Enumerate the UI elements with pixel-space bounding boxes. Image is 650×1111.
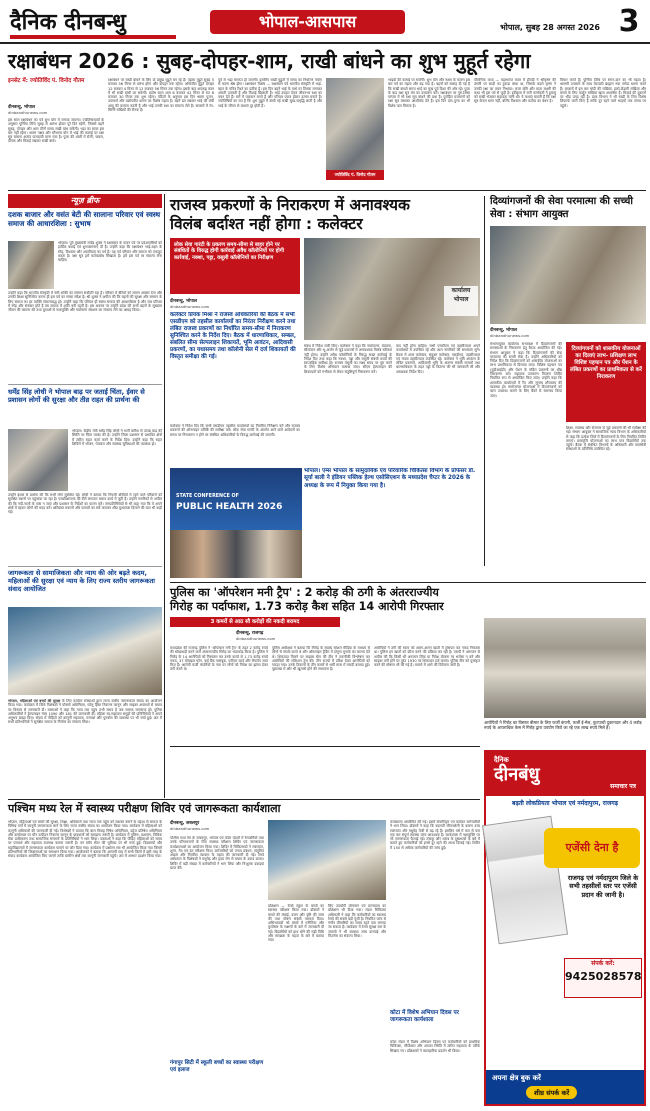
police-sub (170, 617, 340, 627)
railway-body-1: पश्चिम मध्य रेल के जबलपुर, भोपाल एवं कोटा मंडलों में रेलकर्मियों तथा उनके परिवारजनों के लिए स्वास्थ्य परीक्षण शिविर एवं जागरूकता कार्यशालाओं का आयोजन किया गया। शिविर में चिकित्सकों ने रक्तचाप, शुगर, नेत्र एवं दंत परीक्षण किए। कर्मचारियों को तनाव प्रबंधन, संतुलित आहार और नियमित व्यायाम के महत्व की जानकारी दी गई। रेलवे अस्पताल के विशेषज्ञों ने मधुमेह और हृदय रोग से बचाव के उपाय बताए। शिविर में बड़ी संख्या में कर्मचारियों ने भाग लिया और निःशुल्क दवाइयां प्राप्त कीं। (170, 836, 264, 871)
ad-cta: एजेंसी देना है (565, 841, 619, 854)
left-story-3-continued: भोपाल, महिलाओं एवं बच्चों की सुरक्षा, शिक्षा, अधिकारों तथा न्याय तक पहुंच को सशक्त बनाने के उद्देश्य से समाज के विभिन्न वर्गों में कानूनी जागरूकता लाने के लिए राज्य स्तरीय संवाद का आयोजन किया गया। कार्यक्रम में महिलाओं को कानूनी अधिकारों की जानकारी दी गई। विशेषज्ञों ने बताया कि बाल विवाह निषेध अधिनियम, दहेज प्रतिषेध अधिनियम और कार्यस्थल पर यौन उत्पीड़न निवारण कानून के प्रावधानों को समझना जरूरी है। कार्यक्रम में पुलिस, प्रशासन, विधिक सेवा प्राधिकरण तथा सामाजिक संगठनों के प्रतिनिधियों ने भाग लिया। वक्ताओं ने कहा कि पीड़ित महिलाओं को समय पर परामर्श और सहायता उपलब्ध कराना जरूरी है। वन स्टॉप सेंटर की भूमिका पर भी चर्चा हुई। विद्यालयों और महाविद्यालयों में जागरूकता कार्यक्रम चलाने पर जोर दिया गया। कार्यक्रम में प्रश्नोत्तर सत्र भी आयोजित किया गया जिसमें प्रतिभागियों की जिज्ञासाओं का समाधान किया गया। आयोजकों ने बताया कि आगामी माह में सभी जिलों में इसी तरह के संवाद कार्यक्रम आयोजित किए जाएंगे ताकि ग्रामीण क्षेत्रों तक कानूनी जानकारी पहुंचे। अंत में आभार प्रदर्शन किया गया। (8, 820, 162, 859)
ad-brand: दीनबंधु (494, 764, 540, 785)
banner-big-text: PUBLIC HEALTH 2026 (176, 502, 283, 512)
police-body-3: आरोपियों ने ठगी की रकम को अलग-अलग खातों में ट्रांसफर कर नकद निकाला था। पुलिस इन खातों को फ्रीज करने की प्रक्रिया कर रही है। एसपी ने आमजन से अपील की कि किसी भी अनजान लिंक या निवेश योजना पर भरोसा न करें और साइबर ठगी होने पर तुरंत 1930 पर शिकायत दर्ज कराएं। पुलिस टीम को पुरस्कृत करने की घोषणा भी की गई है। मामले में आगे की विवेचना जारी है। (374, 646, 480, 668)
railway-body-4: कार्यशाला आयोजित की गई। इसमें सेवानिवृत्त एवं कार्यरत कर्मचारियों ने भाग लिया। डॉक्टरों ने कहा कि बदलती जीवनशैली के कारण उच्च रक्तचाप और मधुमेह तेजी से बढ़ रहे हैं। इसलिए वर्ष में कम से कम एक बार संपूर्ण स्वास्थ्य जांच आवश्यक है। कार्यशाला में नशामुक्ति पर भी जागरूकता फैलाई गई। तंबाकू और शराब के दुष्प्रभावों के बारे में बताते हुए कर्मचारियों को इनसे दूर रहने की शपथ दिलाई गई। शिविर में 150 से अधिक कर्मचारियों की जांच हुई। (390, 820, 480, 850)
left-story-3-headline: जागरूकता से सामाजिकता और न्याय की ओर बढ़ते कदम, महिलाओं की सुरक्षा एवं न्याय के लिए राज्य स्तरीय जागरूकता संवाद आयोजित (8, 569, 155, 593)
left-story-2-headline: धर्मेंद्र सिंह लोधी ने भोपाल बाढ़ पर जताई चिंता, ईवार से प्रशासन लोगों की सुरक्षा और तीव्र राहत की प्रार्थना की (8, 388, 145, 405)
dateline: भोपाल, सुबह 28 अगस्त 2026 (500, 23, 600, 32)
agency-advertisement (484, 750, 646, 1106)
ad-brand-block (486, 752, 644, 796)
commissioner-photo (490, 226, 646, 324)
left-story-2-body: भोपाल। केंद्रीय मंत्री धर्मेंद्र सिंह लोधी ने भारी बारिश से उत्पन्न बाढ़ की स्थिति पर चिंता व्यक्त की है। उन्होंने जिला प्रशासन से प्रभावित क्षेत्रों में त्वरित राहत कार्य करने के निर्देश दिए। उन्होंने कहा कि राहत शिविरों में भोजन, पेयजल और स्वास्थ्य सुविधाओं की व्यवस्था हो। (72, 429, 162, 446)
railway-headline: पश्चिम मध्य रेल में स्वास्थ्य परीक्षण शिविर एवं जागरूकता कार्यशाला (8, 802, 281, 815)
health-caption: भोपाल। एम्स भोपाल के सामुदायिक एवं परिवारिक चिकित्सा विभाग के प्रोफेसर डॉ. सूर्या बाली ने इंडियन पब्लिक हेल्थ एसोसिएशन के मध्यप्रदेश चैप्टर के 2026 के अध्यक्ष के रूप में नियुक्त किया गया है। (304, 468, 476, 489)
astrologer-photo (326, 78, 384, 176)
commissioner-body-2: शिक्षा, स्वास्थ्य और रोजगार से जुड़े प्रकरणों की भी समीक्षा की गई। संभाग आयुक्त ने सामाजिक न्याय विभाग के अधिकारियों से कहा कि प्रत्येक जिले में दिव्यांगजनों के लिए नियमित शिविर लगाएं। छात्रवृत्ति योजनाओं का लाभ पात्र विद्यार्थियों तक पहुंचे। बैठक में संबंधित विभागों के अधिकारी और स्वयंसेवी संस्थाओं के प्रतिनिधि उपस्थित रहे। (566, 426, 646, 452)
ad-right-text: राजगढ़ एवं नर्मदापुरम जिले के सभी तहसीलों स्तर पर एजेंसी प्रदान की जानी है। (567, 874, 639, 899)
commissioner-byline (490, 327, 646, 338)
masthead (0, 0, 650, 44)
left-story-3-body: भोपाल, महिलाओं एवं बच्चों की सुरक्षा के लिए कार्यरत संस्थाओं द्वारा राज्य स्तरीय जागरूकता संवाद का आयोजन किया गया। कार्यक्रम में विधि विशेषज्ञों ने पॉक्सो अधिनियम, घरेलू हिंसा निवारण कानून और साइबर अपराधों से बचाव पर विस्तार से जानकारी दी। वक्ताओं ने कहा कि न्याय तक पहुंच तभी संभव है जब समाज जागरूक हो। पुलिस अधिकारियों ने हेल्पलाइन नंबर 1090 और 181 की जानकारी दी। महिला स्व-सहायता समूहों की प्रतिनिधियों ने अपने अनुभव साझा किए। संवाद में पीड़ितों को कानूनी सहायता, परामर्श और पुनर्वास की व्यवस्था पर भी चर्चा हुई। अंत में सभी प्रतिभागियों ने सुरक्षित समाज के निर्माण का संकल्प लिया। (8, 699, 162, 725)
section-title: भोपाल-आसपास (258, 12, 357, 31)
railway-byline (170, 820, 270, 831)
left-story-2-body-2: उन्होंने ईश्वर से प्रार्थना की कि सभी लोग सुरक्षित रहें। लोधी ने बताया कि निचली बस्तियों में रहने वाले परिवारों को सुरक्षित स्थानों पर पहुंचाया जा रहा है। एसडीआरएफ की टीमें लगातार बचाव कार्य में जुटी हैं। उन्होंने नागरिकों से अपील की कि नदी-नालों के पास न जाएं और प्रशासन के निर्देशों का पालन करें। जनप्रतिनिधियों से भी कहा गया कि वे अपने क्षेत्रों में रहकर लोगों की मदद करें। क्षतिग्रस्त मकानों और फसलों का सर्वे कराकर शीघ्र मुआवजा दिलाने की बात भी कही गई। (8, 493, 162, 515)
railway-sub-1: कोटा में विशेष अभियान दिवस पर जागरूकता कार्यशाला (390, 1010, 459, 1023)
revenue-headline-1: राजस्व प्रकरणों के निराकरण में अनावश्यक (170, 196, 410, 214)
police-headline-1: पुलिस का 'ऑपरेशन मनी ट्रैप' : 2 करोड़ की ठगी के अंतरराज्यीय (170, 586, 439, 599)
commissioner-box-text: दिव्यांगजनों को शासकीय योजनाओं का दिलाएं लाभ- प्रशिक्षण लाभ विशिष्ट पहचान पत्र और पेंशन के लंबित प्रकरणों का प्राथमिकता से करें निराकरण (570, 346, 642, 380)
left-col-divider (164, 194, 165, 798)
byline-text: दीनबन्धु, भोपाल (8, 105, 36, 110)
railway-sub-2: गंगापुर सिटी में स्कूली बच्चों का स्वास्थ्य परीक्षण एवं इलाज (170, 1060, 264, 1073)
right-divider (484, 196, 485, 566)
left-story-2 (8, 384, 162, 564)
railway-body-5: कोटा मंडल में विशेष अभियान दिवस पर कर्मचारियों को प्राथमिक चिकित्सा, सीपीआर और आपात स्थिति में त्वरित सहायता के तरीके सिखाए गए। प्रशिक्षकों ने व्यावहारिक प्रदर्शन भी किया। (390, 1040, 480, 1053)
divider (8, 190, 646, 191)
railway-photo (268, 820, 386, 900)
revenue-byline-site: dinbandhunews.com (170, 304, 210, 309)
ad-bottom-label: अपना क्षेत्र बुक करें (492, 1074, 541, 1082)
revenue-headline (170, 196, 480, 234)
revenue-byline (170, 298, 300, 309)
commissioner-body-1: संभागायुक्त कार्यालय सभाकक्ष में दिव्यांगजनों की समस्याओं के निराकरण हेतु बैठक आयोजित की गई। संभाग आयुक्त ने कहा कि दिव्यांगजनों की सेवा परमात्मा की सच्ची सेवा है। उन्होंने अधिकारियों को निर्देश दिए कि दिव्यांगजनों को शासकीय योजनाओं का लाभ प्राथमिकता से दिलाया जाए। विशिष्ट पहचान पत्र (यूडीआईडी) और पेंशन के लंबित प्रकरणों का शीघ्र निराकरण करें। सहायक उपकरण वितरण शिविर नियमित रूप से आयोजित किए जाएं। उन्होंने कहा कि शासकीय कार्यालयों में रैंप और सुगम्य शौचालय की व्यवस्था हो। स्वरोजगार योजनाओं में दिव्यांगजनों को ऋण उपलब्ध कराने के लिए बैंकों से समन्वय किया जाए। (490, 342, 562, 398)
section-banner (210, 10, 405, 34)
commissioner-byline-site: dinbandhunews.com (490, 333, 530, 338)
left-story-3-photo (8, 607, 162, 695)
office-sign: कार्यालय भोपाल (451, 287, 471, 303)
astrologer-name: ज्योतिर्विद पं. विनोद गौतम (334, 172, 376, 177)
revenue-box-text: लोक सेवा गारंटी के प्रकरण समय-सीमा से बाहर होने पर संबंधितों के विरुद्ध होगी कार्रवाई अवैध कॉलोनियों पर होगी कार्रवाई, नक्शा, पट्टा, वसूली कॉलोनियों का निरीक्षण (174, 242, 285, 261)
lead-col-5: पौराणिक कथा — महाभारत काल में द्रौपदी ने श्रीकृष्ण की उंगली पर साड़ी का टुकड़ा बांधा था, जिसके बदले कृष्ण ने उनकी रक्षा का वचन निभाया। राजा बलि और माता लक्ष्मी की कथा भी इस पर्व से जुड़ी है। इतिहास में रानी कर्णावती ने हुमायूं को राखी भेजकर सहायता मांगी थी। ये कथाएं बताती हैं कि रक्षा सूत्र केवल धागा नहीं, बल्कि विश्वास और कर्तव्य का बंधन है। (474, 78, 556, 104)
left-story-1-body: भोपाल। पूर्व मुख्यमंत्री राजेंद्र शुक्ल ने रक्षाबंधन के पावन पर्व पर प्रदेशवासियों को हार्दिक बधाई एवं शुभकामनाएं दी हैं। उन्होंने कहा कि रक्षाबंधन भाई-बहन के स्नेह, विश्वास और आत्मीयता का पर्व है। यह पर्व परिवार और समाज को एकजुट करता है। रक्षा सूत्र हमें कर्तव्यबोध सिखाता है। हमें इस पर्व पर संकल्प लेना चाहिए। (58, 241, 162, 263)
lead-kicker: इनसेट में: ज्योतिर्विद पं. विनोद गौतम (8, 78, 85, 84)
lead-headline: रक्षाबंधन 2026 : सुबह-दोपहर-शाम, राखी बांधने का शुभ मुहूर्त रहेगा (8, 49, 531, 73)
revenue-headline-2: विलंब बर्दाश्त नहीं होगा : कलेक्टर (170, 215, 363, 233)
lead-col-1: इस साल रक्षाबंधन का पर्व शुभ योग में मनाया जाएगा। ज्योतिषाचार्यों के अनुसार पूर्णिमा तिथि सुबह से आरंभ होकर पूरे दिन रहेगी, जिससे बहनें सुबह, दोपहर और शाम तीनों समय राखी बांध सकेंगी। भद्रा का साया इस बार नहीं रहेगा। श्रवण नक्षत्र और सौभाग्य योग में भाई की कलाई पर रक्षा सूत्र बांधना अत्यंत फलदायी माना गया है। पूजा की थाली में रोली, चावल, दीपक और मिठाई रखकर राखी बांधें। (8, 118, 104, 144)
ad-bottom-bar (486, 1070, 644, 1104)
lead-col-6: विचार करते हैं। पूर्णिमा तिथि पर स्नान-दान का भी महत्व है। श्रावणी उपाकर्म के साथ वेदपाठी ब्राह्मण नया जनेऊ धारण करते हैं। बाजारों में इस बार चांदी की राखियां, इको-फ्रेंडली राखियां और बच्चों के लिए कार्टून राखियां खास आकर्षण हैं। मिठाई की दुकानों पर भीड़ उमड़ रही है। डाक विभाग ने भी राखी के लिए विशेष लिफाफे जारी किए हैं ताकि दूर रहने वाले भाइयों तक समय पर पहुंचे। (560, 78, 646, 108)
lead-byline (8, 104, 104, 115)
left-story-1-photo (8, 241, 54, 289)
left-story-1-body-2: उन्होंने कहा कि भारतीय संस्कृति में नारी शक्ति का सम्मान सर्वोपरि रहा है। परिवार में बेटियों को समान अवसर देना और उनकी शिक्षा सुनिश्चित करना ही इस पर्व का सच्चा संदेश है। श्री शुक्ल ने अपील की कि बहनों की सुरक्षा और सम्मान के लिए समाज का हर व्यक्ति संकल्पबद्ध हो। उन्होंने कहा कि परिवार ही स्वस्थ समाज की आधारशिला है और जब परिवार में स्नेह और संस्कार होते हैं तब समाज में शांति बनी रहती है। इस अवसर पर उन्होंने प्रदेश की सभी बहनों के सुखमय जीवन की कामना की तथा युवाओं से नशामुक्ति और पर्यावरण संरक्षण का संकल्प लेने का आग्रह किया। (8, 291, 162, 313)
commissioner-box (566, 342, 646, 422)
commissioner-byline-text: दीनबन्धु, भोपाल (490, 328, 518, 333)
divider (8, 799, 480, 800)
health-conference-photo (170, 468, 302, 578)
ad-contact-block (564, 958, 642, 998)
left-story-1-headline: दशक बाजार और वसंत बेटी की सालाना परिवार एवं स्वस्थ समाज की आधारशिला : सुभाष (8, 210, 161, 228)
lead-col-4: भाइयों की कलाई पर सजेंगी। शुभ योग और नक्षत्र के कारण इस बार पर्व का महत्व और बढ़ गया है। बहनों को सलाह दी गई है कि राखी बांधते समय भाई का मुख पूर्व दिशा की ओर रहे। पूजा के बाद रक्षा सूत्र मंत्र का उच्चारण करें। रक्षाबंधन पर गुरु-शिष्य परंपरा में भी रक्षा सूत्र बांधने की प्रथा है। पुरोहित यजमानों को रक्षा सूत्र बांधकर आशीर्वाद देते हैं। इस दिन दान-पुण्य का भी विशेष फल मिलता है। (388, 78, 470, 108)
people-group (170, 530, 302, 578)
brand-logo (10, 9, 176, 39)
revenue-blue-lead: कलेक्टर प्रियंक मिश्रा ने राजस्व अधिकारियों की बैठक में सभी एसडीएम को तहसील कार्यालयों का निरंतर निरीक्षण करने तथा लंबित राजस्व प्रकरणों का निर्धारित समय-सीमा में निराकरण सुनिश्चित करने के निर्देश दिए। बैठक में धारणाधिकार, सम्बल, संबलित सीमा सेल्पलाइन शिकायतें, भूमि आवंटन, आदिवासी प्रकरणों, का यथासमय तथा कॉलोनी सेल में दर्ज शिकायतों की विस्तृत समीक्षा की गई। (170, 312, 296, 360)
revenue-lead-body: कलेक्टर ने निर्देश दिए कि सभी एसडीएम तहसील कार्यालयों का नियमित निरीक्षण करें और राजस्व प्रकरणों की ऑनलाइन प्रविष्टि की समीक्षा करें। लोक सेवा गारंटी के अंतर्गत आने वाले आवेदनों का समय पर निराकरण न होने पर संबंधित अधिकारियों के विरुद्ध कार्रवाई की जाएगी। (170, 424, 300, 437)
ad-brand-small: दैनिक (494, 756, 509, 764)
brand-name: दैनिक दीनबन्धु (10, 9, 126, 35)
police-headline (170, 586, 646, 614)
news-short-title: न्यूज़ ब्रीफ (70, 196, 100, 205)
ad-cta-burst (544, 828, 640, 868)
railway-body-2: प्रशिक्षण — रेलवे स्कूल के बच्चों का स्वास्थ्य परीक्षण किया गया। डॉक्टरों ने बच्चों की लंबाई, वजन और दृष्टि की जांच की तथा पोषण संबंधी परामर्श दिया। अभिभावकों को बच्चों में एनीमिया और कुपोषण के लक्षणों के बारे में जानकारी दी गई। विद्यार्थियों को हाथ धोने की सही विधि और स्वच्छता के महत्व के बारे में बताया गया। (268, 904, 324, 943)
office-label (444, 286, 478, 316)
lead-story (8, 78, 646, 188)
ad-tag: समाचार पत्र (610, 783, 636, 790)
police-byline-site: dinbandhunews.com (236, 636, 276, 641)
ad-contact-label: संपर्क करें: (591, 960, 615, 967)
revenue-byline-text: दीनबन्धु, भोपाल (170, 299, 198, 304)
lead-col-2: रक्षाबंधन पर राखी बांधने के लिए दो प्रमुख मुहूर्त बन रहे हैं। पहला मुहूर्त सुबह 5 बजकर 56 मिनट से प्रारंभ होगा और दोपहर तक रहेगा। अभिजीत मुहूर्त दोपहर 12 बजकर 4 मिनट से 12 बजकर 56 मिनट तक रहेगा। इसके बाद अपराह्न काल में भी राखी बांधी जा सकेगी। प्रदोष काल शाम 6 बजकर 42 मिनट से रात 8 बजकर 30 मिनट तक शुभ रहेगा। पंडितों के अनुसार इस दिन श्रवण पूजन, उपाकर्म और यज्ञोपवीत धारण का विशेष महत्व है। बहनें व्रत रखकर भाई की लंबी आयु की कामना करती हैं और भाई उनकी रक्षा का संकल्प लेते हैं। बाजारों में रंग-बिरंगी राखियों की रौनक है। (108, 78, 214, 113)
left-story-3 (8, 566, 162, 798)
commissioner-headline: दिव्यांगजनों की सेवा परमात्मा की सच्ची सेवा : संभाग आयुक्त (490, 196, 633, 220)
railway-byline-site: dinbandhunews.com (170, 826, 210, 831)
revenue-box (170, 238, 300, 294)
railway-body-3: लिए उपयोगी योगासन एवं प्राणायाम का प्रशिक्षण भी दिया गया। मंडल चिकित्सा अधिकारी ने कहा कि कर्मचारियों का स्वास्थ्य रेलवे की सबसे बड़ी पूंजी है। नियमित जांच से गंभीर बीमारियों का समय रहते पता लगाया जा सकता है। कार्यक्रम में रेलवे सुरक्षा बल के जवानों ने भी स्वास्थ्य जांच करवाई और फिटनेस का संकल्प लिया। (328, 904, 386, 939)
ad-bottom-chip: शीघ्र संपर्क करें (526, 1086, 577, 1099)
police-byline (236, 630, 356, 641)
left-story-2-photo (8, 429, 68, 491)
police-photo-caption: आरोपियों ने गिरोह का विस्तार बीमार के लिए फर्जी कंपनी, फर्जी ई-मेल, फुटपाथी दुकानदार और 4 करोड़ रुपये के आपराधिक केस में गिरोह द्वारा उपयोग किये जा रहे एक लाख रुपये मिले हैं। (484, 720, 642, 731)
police-headline-2: गिरोह का पर्दाफाश, 1.73 करोड़ कैश सहित 14 आरोपी गिरफ्तार (170, 600, 444, 613)
police-byline-text: दीनबन्धु, राजगढ़ (236, 631, 264, 636)
news-short-label (8, 194, 162, 208)
left-story-3-byline: भोपाल, महिलाओं एवं बच्चों की सुरक्षा (8, 699, 61, 703)
byline-site: dinbandhunews.com (8, 110, 48, 115)
railway-byline-text: दीनबन्धु, जबलपुर (170, 821, 200, 826)
page-number: 3 (618, 4, 640, 39)
divider (170, 746, 480, 747)
ad-line-1: बढ़ती लोकप्रियता भोपाल एवं नर्मदापुरम, राजगढ़ (512, 800, 618, 807)
police-body-1: मध्यप्रदेश की राजगढ़ पुलिस ने 'ऑपरेशन मनी ट्रैप' के तहत 2 करोड़ रुपये की धोखाधड़ी करने वाले अंतरराज्यीय गिरोह का भंडाफोड़ किया है। पुलिस ने गिरोह के 14 आरोपियों को गिरफ्तार कर उनके कब्जे से 1.73 करोड़ रुपये नकद, 37 मोबाइल फोन, कई बैंक पासबुक, एटीएम कार्ड और लैपटॉप जब्त किए हैं। आरोपी फर्जी कंपनियों के नाम पर लोगों को निवेश का झांसा देकर ठगी करते थे। (170, 646, 268, 672)
police-sub-text: 3 कमरों से आठ सौ करोड़ों की नकदी बरामद (210, 619, 300, 625)
left-story-1 (8, 211, 162, 381)
police-body-2: पुलिस अधीक्षक ने बताया कि गिरोह के सदस्य सोशल मीडिया के माध्यम से लोगों से संपर्क करते थे और ऑनलाइन ट्रेडिंग में दोगुना मुनाफे का लालच देते थे। शिकायत मिलने पर साइबर सेल की टीम ने तकनीकी विश्लेषण कर आरोपियों की लोकेशन ट्रेस की। तीन राज्यों में दबिश देकर आरोपियों को पकड़ा गया। उनके ठिकानों के तीन कमरों से भारी मात्रा में नकदी बरामद हुई। पूछताछ में और भी खुलासे होने की संभावना है। (272, 646, 370, 672)
police-seizure-photo (484, 618, 646, 718)
revenue-col-2: संबंध में निर्देश जारी किए। कलेक्टर ने कहा कि नामांतरण, बंटवारा, सीमांकन और भू-अर्जन से जुड़े प्रकरणों में अनावश्यक विलंब स्वीकार नहीं होगा। उन्होंने अवैध कॉलोनियों के विरुद्ध सख्त कार्रवाई के निर्देश दिए तथा कहा कि नक्शा, पट्टा और वसूली संबंधी कार्यों की साप्ताहिक समीक्षा हो। राजस्व वसूली का लक्ष्य समय पर पूरा करने के लिए विशेष अभियान चलाया जाए। सीएम हेल्पलाइन की शिकायतों को गंभीरता से लेकर संतुष्टिपूर्ण निराकरण करें। (304, 344, 392, 374)
lead-col-3: पूर्व से भद्रा समाप्त हो जाएगी। इसलिए राखी मुहूर्तों में समय का निर्धारण पंचांग से करना श्रेष्ठ होगा। रक्षाबंधन विशेष — रक्षाबंधन पर्व भारतीय संस्कृति में भाई-बहन के पवित्र रिश्ते का प्रतीक है। इस दिन बहनें भाई के माथे पर तिलक लगाकर आरती उतारती हैं और मिठाई खिलाती हैं। भाई उपहार देकर जीवनभर रक्षा का वचन देते हैं। घरों में पकवान बनते हैं और परिवार एकत्र होकर उत्सव मनाते हैं। ज्योतिषियों का मत है कि शुभ मुहूर्त में बांधी गई राखी सुख-समृद्धि लाती है और भाई के जीवन से बाधाएं दूर होती हैं। (218, 78, 322, 108)
revenue-col-3: बाद नहीं होना चाहिए। सभी एसडीएम एवं तहसीलदार अपने कार्यालयों में उपस्थित रहें और आम नागरिकों की समस्याएं सुनें। बैठक में अपर कलेक्टर, संयुक्त कलेक्टर, एसडीएम, तहसीलदार एवं नायब तहसीलदार उपस्थित रहे। कलेक्टर ने भूमि आवंटन के लंबित प्रकरणों, आदिवासी भूमि के अंतरण संबंधी मामलों तथा धारणाधिकार के तहत पट्टों के वितरण की भी जानकारी ली और आवश्यक निर्देश दिए। (396, 344, 480, 374)
divider (170, 582, 646, 583)
photo-caption (326, 170, 384, 180)
banner-small-text: STATE CONFERENCE OF (176, 494, 239, 499)
ad-phone: 9425028578 (565, 970, 642, 983)
